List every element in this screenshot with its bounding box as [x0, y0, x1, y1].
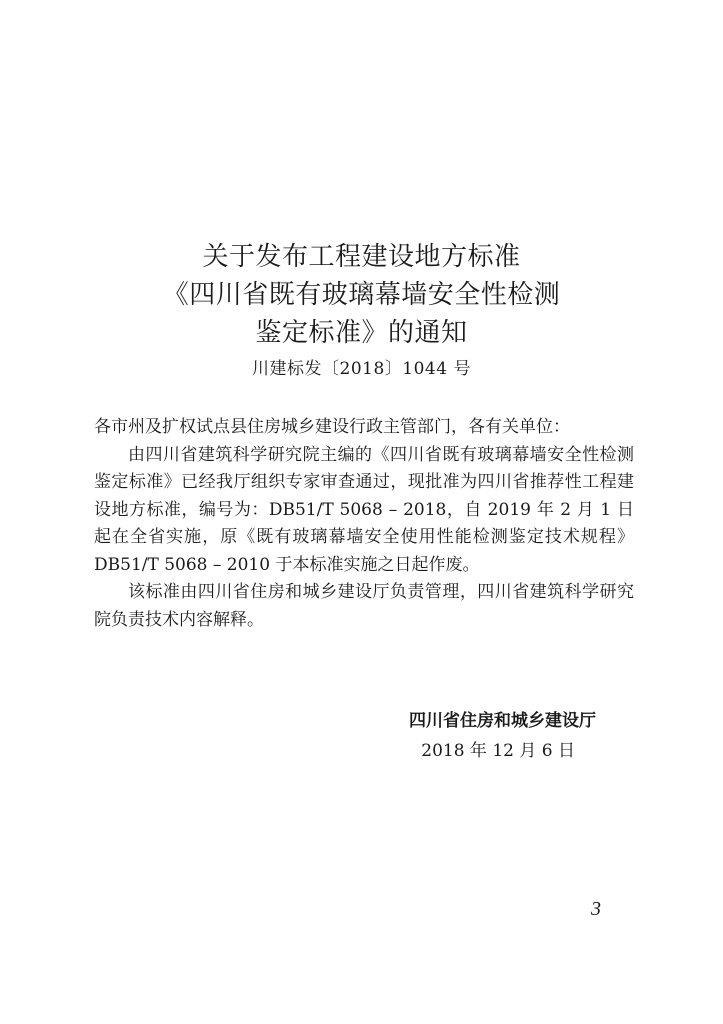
title-line-1: 关于发布工程建设地方标准	[202, 242, 521, 272]
document-number: 川建标发〔2018〕1044 号	[252, 359, 471, 379]
body-paragraph-1: 由四川省建筑科学研究院主编的《四川省既有玻璃幕墙安全性检测鉴定标准》已经我厅组织专家审查通过，现批准为四川省推荐性工程建设地方标准，编号为：DB51/T 5068 – 2018，自 2019 年 2 月 1 日起在全省实施，原《既有玻璃幕墙安全使用性能检测鉴定技术规程》DB51/T 5068 – 2010 于本标准实施之日起作废。	[94, 444, 634, 575]
page-number: 3	[591, 898, 601, 920]
salutation: 各市州及扩权试点县住房城乡建设行政主管部门，各有关单位：	[94, 417, 570, 437]
issue-date: 2018 年 12 月 6 日	[421, 741, 575, 761]
title-line-2: 《四川省既有玻璃幕墙安全性检测	[162, 280, 561, 310]
notice-body	[94, 414, 634, 634]
notice-title-block	[0, 238, 723, 382]
issuing-authority: 四川省住房和城乡建设厅	[409, 711, 596, 731]
title-line-3: 鉴定标准》的通知	[255, 318, 468, 348]
body-paragraph-2: 该标准由四川省住房和城乡建设厅负责管理，四川省建筑科学研究院负责技术内容解释。	[94, 582, 634, 630]
